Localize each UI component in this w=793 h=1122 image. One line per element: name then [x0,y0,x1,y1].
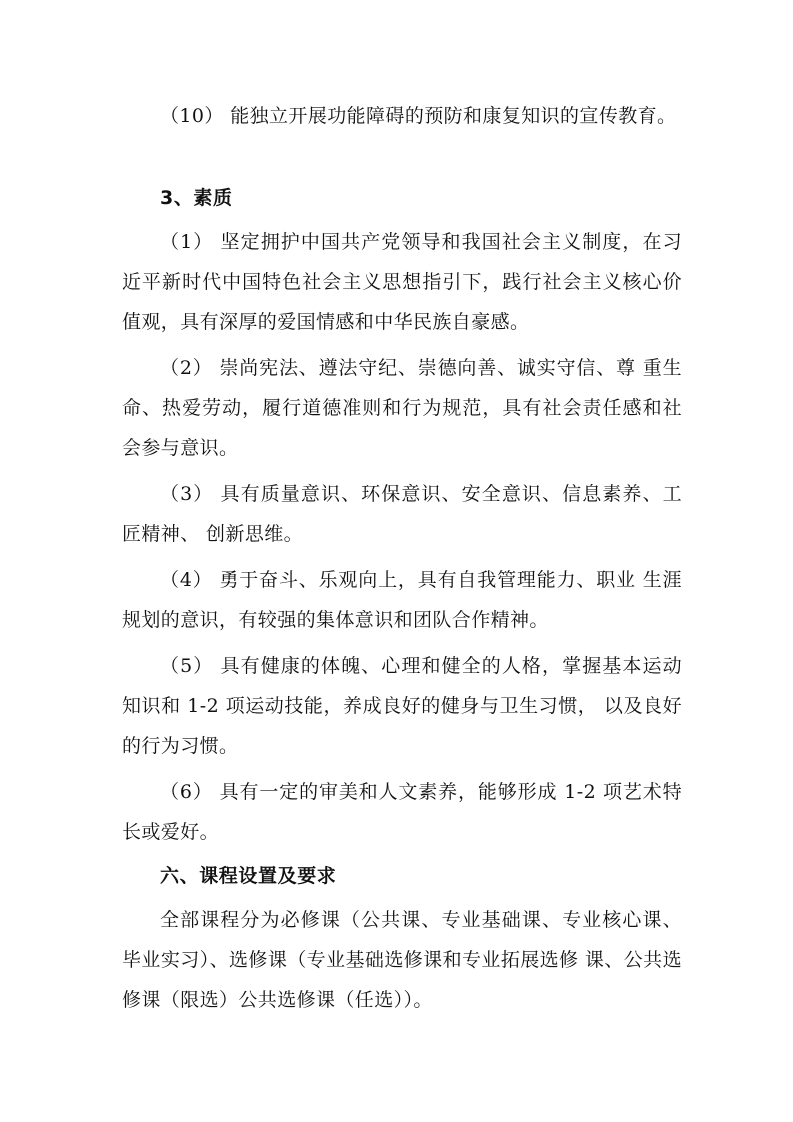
heading-courses: 六、课程设置及要求 [160,865,337,887]
paragraph-quality-5: （5） 具有健康的体魄、心理和健全的人格，掌握基本运动知识和 1-2 项运动技能，养成良好的健身与卫生习惯， 以及良好的行为习惯。 [122,655,682,757]
paragraph-quality-2: （2） 崇尚宪法、遵法守纪、崇德向善、诚实守信、尊 重生命、热爱劳动，履行道德准则和行为规范，具有社会责任感和社会参与意识。 [122,357,682,459]
paragraph-quality-4: （4） 勇于奋斗、乐观向上，具有自我管理能力、职业 生涯规划的意识，有较强的集体意识和团队合作精神。 [122,569,682,631]
paragraph-quality-3: （3） 具有质量意识、环保意识、安全意识、信息素养、工匠精神、 创新思维。 [122,483,682,545]
paragraph-quality-1: （1） 坚定拥护中国共产党领导和我国社会主义制度，在习近平新时代中国特色社会主义思想指引下，践行社会主义核心价值观，具有深厚的爱国情感和中华民族自豪感。 [122,231,682,333]
heading-quality: 3、素质 [160,187,233,209]
paragraph-courses: 全部课程分为必修课（公共课、专业基础课、专业核心课、毕业实习）、选修课（专业基础选修课和专业拓展选修 课、公共选修课（限选）公共选修课（任选））。 [122,909,682,1011]
paragraph-quality-6: （6） 具有一定的审美和人文素养，能够形成 1-2 项艺术特长或爱好。 [122,781,682,843]
paragraph-competency-10: （10） 能独立开展功能障碍的预防和康复知识的宣传教育。 [160,105,677,127]
